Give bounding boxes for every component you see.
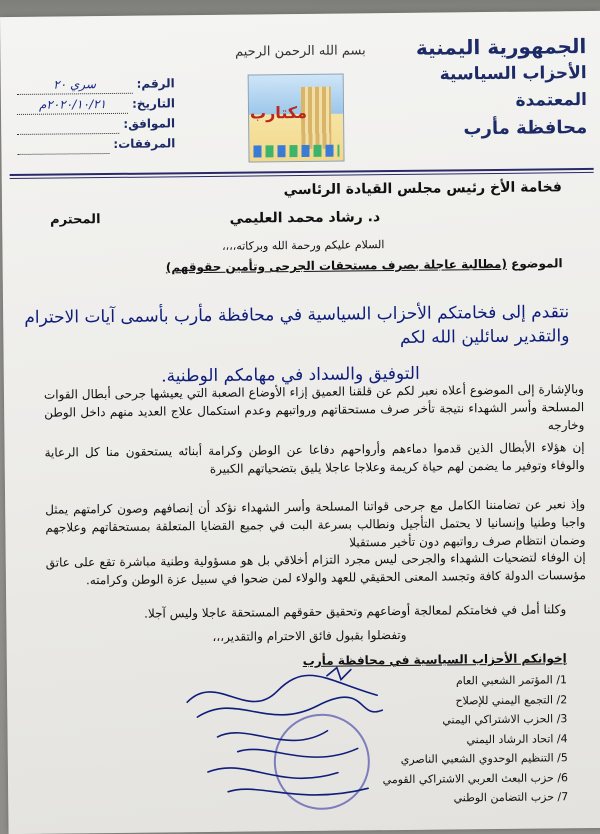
ref-label: الرقم:: [136, 76, 175, 91]
signatory-item: 4/ اتحاد الرشاد اليمني: [466, 731, 568, 746]
signatures-image: [177, 660, 389, 812]
basmala: بسم الله الرحمن الرحيم: [234, 43, 366, 60]
marib-logo: [248, 74, 345, 163]
hijri-value: [17, 114, 119, 135]
logo-wordmark: مكتارب: [249, 102, 308, 123]
handwritten-line-1: نتقدم إلى فخامتكم الأحزاب السياسية في محافظة مأرب بأسمى آيات الاحترام والتقدير سائلين الله لكم: [24, 302, 570, 348]
closing-line: وتفضلوا بقبول فائق الاحترام والتقدير،،،: [212, 627, 407, 644]
body-paragraph-4: إن الوفاء لتضحيات الشهداء والجرحى ليس مجرد التزام أخلاقي بل هو مسؤولية وطنية مباشرة تقع على عاتق مؤسسات الدولة كافة وتجسد المعنى الحقيقي للعهد والولاء لمن ضحوا في سبيل عزة الوطن وكرامته.: [45, 550, 586, 588]
hijri-label: الموافق:: [123, 116, 176, 131]
reference-block: [17, 73, 176, 155]
body-paragraph-1: وبالإشارة إلى الموضوع أعلاه نعبر لكم عن قلقنا العميق إزاء الأوضاع الصعبة التي يعيشها جرحى أبطال القوات المسلحة وأسر الشهداء نتيجة تأخر صرف مستحقاتهم ورواتبهم وعدم استكمال علاج العديد منهم داخل الوطن وخارجه: [43, 382, 585, 433]
governorate-title: محافظة مأرب: [463, 116, 588, 140]
addressee-title: فخامة الأخ رئيس مجلس القيادة الرئاسي: [283, 179, 562, 199]
ref-value: سري ٢٠: [17, 74, 133, 95]
attachments-value: [17, 134, 109, 155]
subject-text: (مطالبة عاجلة بصرف مستحقات الجرحى وتأمين حقوقهم): [165, 256, 507, 275]
signatory-item: 5/ التنظيم الوحدوي الشعبي الناصري: [400, 751, 568, 766]
signature-stroke-4: [238, 748, 358, 758]
attachments-row: [17, 133, 175, 155]
signatory-item: 3/ الحزب الاشتراكي اليمني: [442, 712, 568, 727]
signatory-item: 7/ حزب التضامن الوطني: [453, 790, 569, 805]
handwritten-intro: [9, 300, 570, 390]
party-emblems-strip: [253, 145, 339, 158]
body-paragraph-3: وإذ نعبر عن تضامننا الكامل مع جرحى قواتنا المسلحة وأسر الشهداء نؤكد أن إنصافهم وصون كرامتهم يمثل واجبا وطنيا وإنسانيا لا يحتمل التأجيل ونطالب بسرعة البت في جميع القضايا المتعلقة بمستحقاتهم وعلاجهم وضمان انتظام صرف رواتبهم دون تأخير مستقبلا: [45, 497, 586, 550]
body-paragraph-2: إن هؤلاء الأبطال الذين قدموا دماءهم وأرواحهم دفاعا عن الوطن وكرامة أبنائه يستحقون منا كل الرعاية والوفاء وتوفير ما يضمن لهم حياة كريمة وعلاجا عاجلا يليق بتضحياتهم الكبيرة: [44, 440, 585, 476]
letter-paper: [0, 11, 600, 834]
parties-title: الأحزاب السياسية المعتمدة: [439, 63, 588, 111]
greeting: السلام عليكم ورحمة الله وبركاته،،،،: [222, 238, 385, 253]
signature-stroke-5: [208, 767, 338, 779]
hijri-row: [17, 113, 175, 135]
signature-stroke-6: [228, 788, 368, 796]
date-label: التاريخ:: [131, 96, 176, 111]
addressee-honorific: المحترم: [50, 212, 101, 228]
signatory-item: 6/ حزب البعث العربي الاشتراكي القومي: [382, 770, 569, 786]
date-row: [17, 93, 175, 115]
ref-row: [17, 73, 175, 95]
attachments-label: المرفقات:: [113, 136, 176, 151]
signatory-item: 2/ التجمع اليمني للإصلاح: [455, 692, 568, 707]
addressee-name: د. رشاد محمد العليمي: [229, 209, 381, 227]
letterhead-text: [386, 33, 587, 143]
signatories-heading: إخوانكم الأحزاب السياسية في محافظة مأرب: [302, 651, 567, 669]
republic-title: الجمهورية اليمنية: [415, 34, 587, 60]
signatory-item: 1/ المؤتمر الشعبي العام: [455, 673, 568, 688]
subject-line: [103, 256, 563, 275]
signature-stroke-2: [197, 697, 382, 717]
signature-stroke-3: [218, 731, 328, 741]
date-value: ٢٠٢٠/١٠/٢١م: [17, 94, 128, 115]
body-paragraph-5: وكلنا أمل في فخامتكم لمعالجة أوضاعهم وتحقيق حقوقهم المستحقة عاجلا وليس آجلا.: [144, 602, 567, 621]
signature-stroke-7: [327, 668, 351, 680]
handwritten-line-2: التوفيق والسداد في مهامكم الوطنية.: [161, 363, 420, 387]
subject-label: الموضوع: [511, 256, 563, 271]
